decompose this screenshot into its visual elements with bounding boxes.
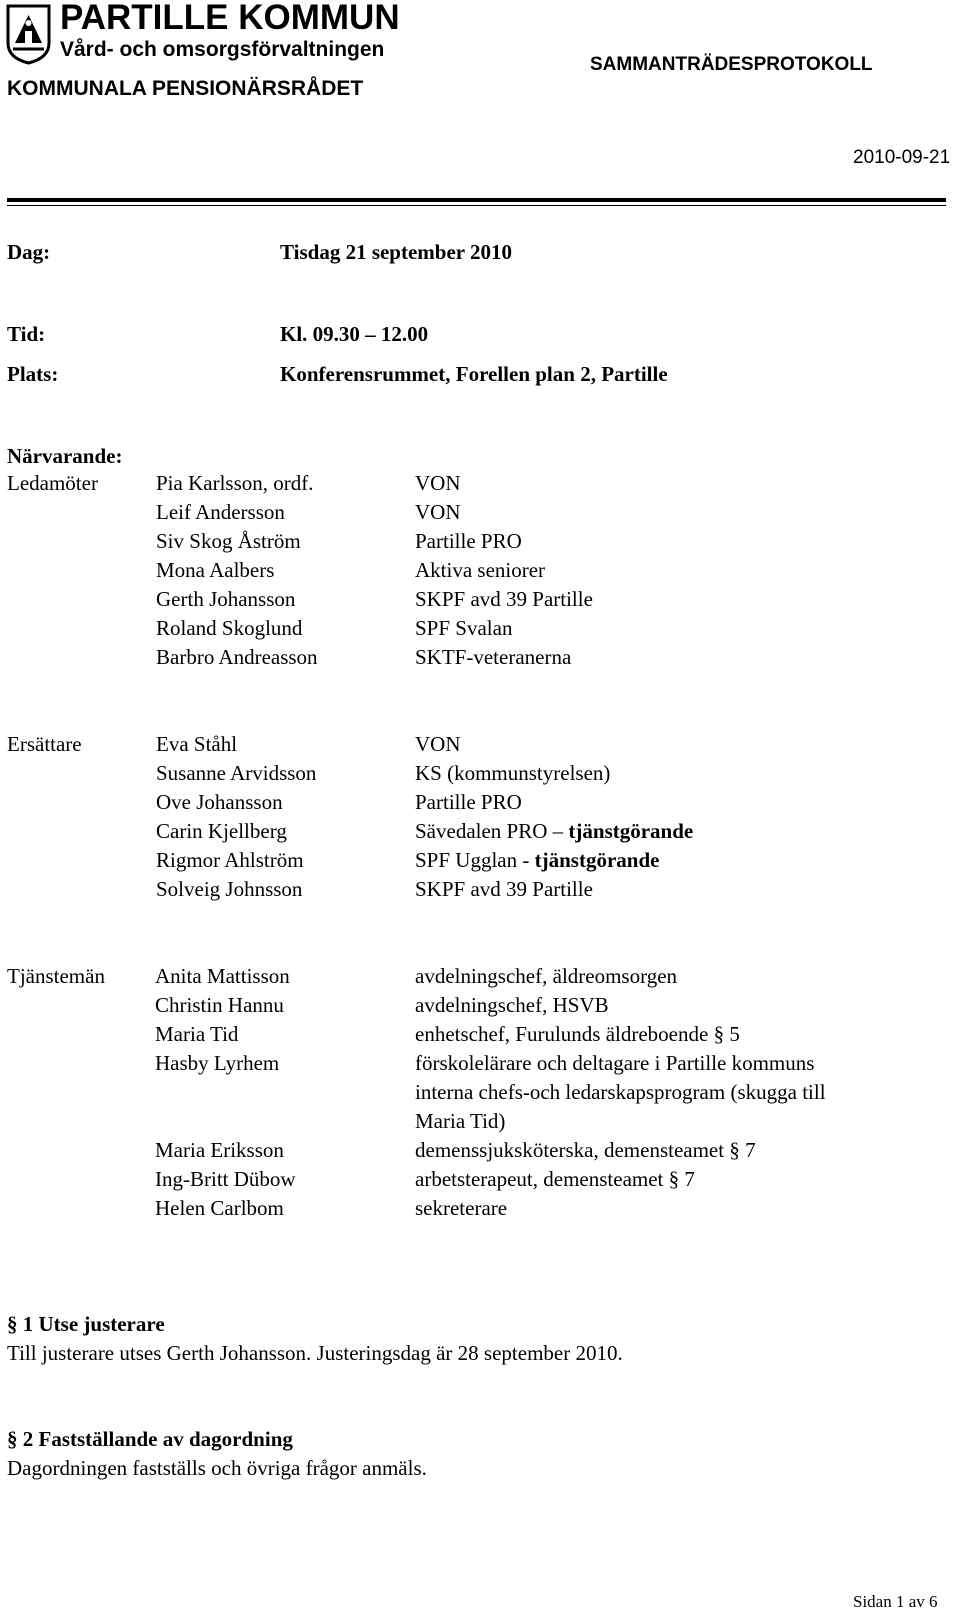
council-name: KOMMUNALA PENSIONÄRSRÅDET: [7, 77, 364, 100]
list-item: Mona Aalbers Aktiva seniorer: [156, 558, 546, 582]
document-date: 2010-09-21: [853, 147, 951, 168]
on-duty-note: tjänstgörande: [534, 848, 660, 872]
list-item: Siv Skog Åström Partille PRO: [156, 529, 522, 553]
list-item: Maria Tid enhetschef, Furulunds äldreboende § 5: [155, 1022, 740, 1046]
list-item: Maria Eriksson demenssjuksköterska, demensteamet § 7: [155, 1138, 756, 1162]
officials-label: Tjänstemän: [7, 964, 105, 988]
page-number: Sidan 1 av 6: [853, 1592, 938, 1611]
list-item: Anita Mattisson avdelningschef, äldreomsorgen: [155, 964, 678, 988]
time-value: Kl. 09.30 – 12.00: [280, 322, 429, 346]
municipality-logo: [5, 3, 52, 65]
document-type: SAMMANTRÄDESPROTOKOLL: [590, 54, 873, 75]
section-body: Dagordningen fastställs och övriga frågor anmäls.: [7, 1456, 427, 1480]
list-item: Leif Andersson VON: [156, 500, 461, 524]
present-label: Närvarande:: [7, 444, 123, 468]
list-item: Solveig Johnsson SKPF avd 39 Partille: [156, 877, 593, 901]
list-item: Barbro Andreasson SKTF-veteranerna: [156, 645, 572, 669]
section-heading: § 1 Utse justerare: [7, 1312, 165, 1336]
list-item: Maria Tid): [415, 1109, 506, 1133]
list-item: Roland Skoglund SPF Svalan: [156, 616, 513, 640]
header-divider: [7, 198, 946, 202]
place-label: Plats:: [7, 362, 59, 386]
place-value: Konferensrummet, Forellen plan 2, Partille: [280, 362, 668, 386]
members-label: Ledamöter: [7, 471, 98, 495]
list-item: Helen Carlbom sekreterare: [155, 1196, 508, 1220]
list-item: Christin Hannu avdelningschef, HSVB: [155, 993, 609, 1017]
section-heading: § 2 Fastställande av dagordning: [7, 1427, 293, 1451]
list-item: Carin Kjellberg Sävedalen PRO – tjänstgörande: [156, 819, 694, 843]
day-value: Tisdag 21 september 2010: [280, 240, 512, 264]
section-body: Till justerare utses Gerth Johansson. Justeringsdag är 28 september 2010.: [7, 1341, 623, 1365]
on-duty-note: tjänstgörande: [568, 819, 694, 843]
list-item: Ove Johansson Partille PRO: [156, 790, 522, 814]
list-item: interna chefs-och ledarskapsprogram (skugga till: [415, 1080, 826, 1104]
list-item: Ing-Britt Dübow arbetsterapeut, demensteamet § 7: [155, 1167, 695, 1191]
day-label: Dag:: [7, 240, 51, 264]
substitutes-label: Ersättare: [7, 732, 82, 756]
org-name: PARTILLE KOMMUN: [60, 0, 400, 37]
list-item: Susanne Arvidsson KS (kommunstyrelsen): [156, 761, 611, 785]
list-item: Gerth Johansson SKPF avd 39 Partille: [156, 587, 593, 611]
list-item: Rigmor Ahlström SPF Ugglan - tjänstgörande: [156, 848, 660, 872]
list-item: Pia Karlsson, ordf. VON: [156, 471, 461, 495]
list-item: Eva Ståhl VON: [156, 732, 461, 756]
time-label: Tid:: [7, 322, 46, 346]
header-divider-thin: [7, 205, 946, 206]
org-subtitle: Vård- och omsorgsförvaltningen: [60, 38, 385, 61]
list-item: Hasby Lyrhem förskolelärare och deltagare i Partille kommuns: [155, 1051, 815, 1075]
